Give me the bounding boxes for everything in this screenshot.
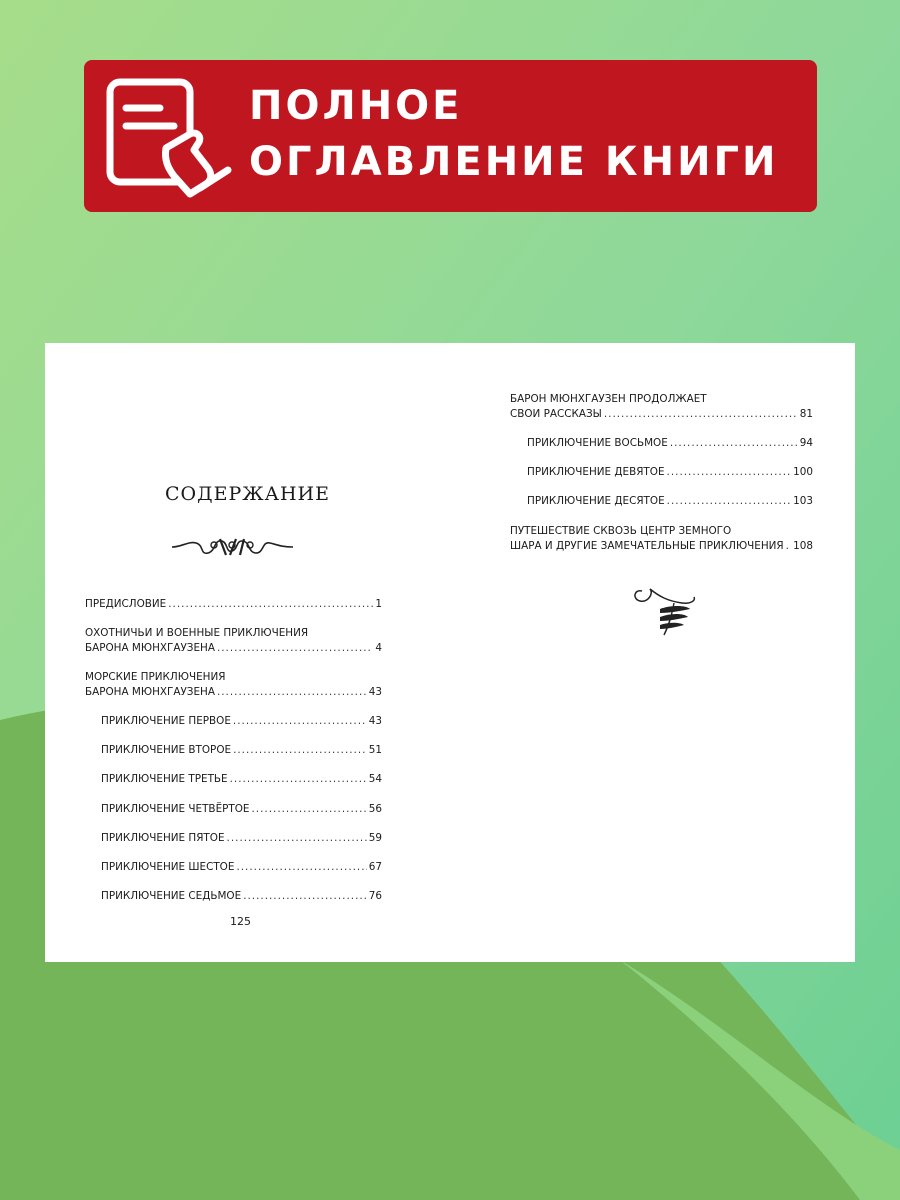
right-page [450, 343, 855, 962]
toc-entry: ПРИКЛЮЧЕНИЕ СЕДЬМОЕ ..... 76 [101, 889, 382, 904]
banner-title-line1: ПОЛНОЕ [249, 83, 463, 129]
toc-entry: ПРИКЛЮЧЕНИЕ ПЕРВОЕ ..... 43 [101, 714, 382, 729]
toc-heading: СОДЕРЖАНИЕ [165, 483, 330, 505]
document-hand-icon [104, 76, 234, 200]
toc-entry: ПРИКЛЮЧЕНИЕ ЧЕТВЁРТОЕ ..... 56 [101, 802, 382, 817]
toc-entry: ПРИКЛЮЧЕНИЕ ПЯТОЕ ..... 59 [101, 831, 382, 846]
banner-title [249, 78, 809, 190]
banner-title-line2: ОГЛАВЛЕНИЕ КНИГИ [249, 139, 779, 185]
toc-entry: ПРИКЛЮЧЕНИЕ ТРЕТЬЕ ..... 54 [101, 772, 382, 787]
header-banner [84, 60, 817, 212]
book-spread [45, 343, 855, 962]
page-number: 125 [230, 915, 251, 928]
left-page [45, 343, 450, 962]
toc-entry: ПРИКЛЮЧЕНИЕ ВТОРОЕ ..... 51 [101, 743, 382, 758]
toc-entry: МОРСКИЕ ПРИКЛЮЧЕНИЯ БАРОНА МЮНХГАУЗЕНА ..... 43 [85, 670, 382, 700]
toc-entry: ПРЕДИСЛОВИЕ ..... 1 [85, 597, 382, 612]
toc-entry: ПРИКЛЮЧЕНИЕ ДЕВЯТОЕ ..... 100 [527, 465, 813, 480]
toc-entry: ПУТЕШЕСТВИЕ СКВОЗЬ ЦЕНТР ЗЕМНОГО ШАРА И ДРУГИЕ ЗАМЕЧАТЕЛЬНЫЕ ПРИКЛЮЧЕНИЯ ..... 108 [510, 524, 813, 554]
toc-entry: БАРОН МЮНХГАУЗЕН ПРОДОЛЖАЕТ СВОИ РАССКАЗЫ ..... 81 [510, 392, 813, 422]
toc-entry: ОХОТНИЧЬИ И ВОЕННЫЕ ПРИКЛЮЧЕНИЯ БАРОНА МЮНХГАУЗЕНА ..... 4 [85, 626, 382, 656]
toc-entry: ПРИКЛЮЧЕНИЕ ДЕСЯТОЕ ..... 103 [527, 494, 813, 509]
toc-entry: ПРИКЛЮЧЕНИЕ ШЕСТОЕ ..... 67 [101, 860, 382, 875]
swirl-ornament-icon [170, 533, 295, 561]
flourish-ornament-icon [630, 583, 700, 639]
toc-entry: ПРИКЛЮЧЕНИЕ ВОСЬМОЕ ..... 94 [527, 436, 813, 451]
